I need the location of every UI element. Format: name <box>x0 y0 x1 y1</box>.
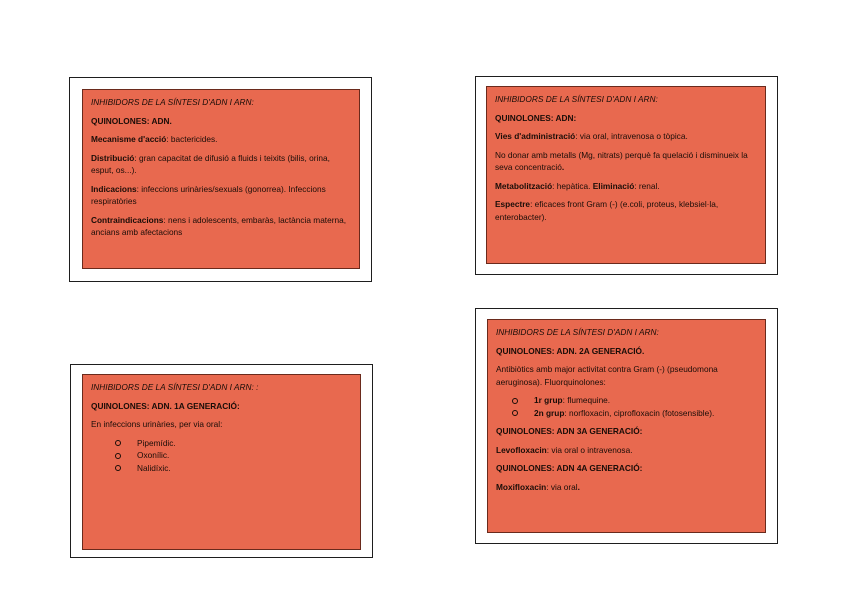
row-mecanisme <box>91 133 351 146</box>
list-item-label: 1r grup <box>534 395 563 405</box>
row-text: : bactericides. <box>166 134 218 144</box>
card-title: INHIBIDORS DE LA SÍNTESI D'ADN I ARN: <box>496 327 659 337</box>
row-label: Vies d'administració <box>495 131 576 141</box>
row-end: . <box>577 481 580 492</box>
row-label: Indicacions <box>91 183 137 194</box>
list-item <box>512 407 757 420</box>
bullet-icon <box>512 410 518 416</box>
row-metabolitzacio <box>495 180 757 193</box>
bullet-icon <box>115 465 121 471</box>
section-heading: QUINOLONES: ADN 4A GENERACIÓ: <box>496 463 643 473</box>
bullet-icon <box>115 453 121 459</box>
list-item <box>115 437 352 450</box>
card-heading: QUINOLONES: ADN: <box>495 112 577 123</box>
list-item <box>115 449 352 462</box>
list-item <box>115 462 352 475</box>
row-espectre <box>495 198 757 223</box>
bullet-list <box>115 437 352 475</box>
card-panel <box>486 86 766 264</box>
bullet-list <box>512 394 757 419</box>
list-item-text: : flumequine. <box>562 395 611 405</box>
card-panel <box>487 319 766 533</box>
card-heading: QUINOLONES: ADN. <box>91 115 172 126</box>
row-label: Moxifloxacin <box>496 481 547 492</box>
row-label: Espectre <box>495 199 531 209</box>
card-panel <box>82 374 361 550</box>
list-item-text: Pipemídic. <box>137 437 176 448</box>
card-title: INHIBIDORS DE LA SÍNTESI D'ADN I ARN: <box>91 97 254 107</box>
card-heading: QUINOLONES: ADN. 2A GENERACIÓ. <box>496 345 645 356</box>
row-levofloxacin <box>496 444 757 457</box>
row-text: : infeccions urinàries/sexuals (gonorrea). Infeccions respiratòries <box>91 183 326 206</box>
row-label: Levofloxacin <box>496 444 547 455</box>
bullet-icon <box>115 440 121 446</box>
card-quinolones-administracio <box>475 76 778 275</box>
row-label: Metabolització <box>495 180 553 191</box>
card-title: INHIBIDORS DE LA SÍNTESI D'ADN I ARN: : <box>91 382 259 392</box>
row-metalls <box>495 149 757 174</box>
row-text: : nens i adolescents, embaràs, lactància materna, ancians amb afectacions <box>91 214 347 237</box>
row-contraindicacions <box>91 214 351 239</box>
list-item <box>512 394 757 407</box>
row-distribucio <box>91 152 351 177</box>
row-vies <box>495 130 757 143</box>
row-text: : via oral <box>546 481 578 492</box>
card-panel <box>82 89 360 269</box>
card-quinolones-generacions <box>475 308 778 544</box>
row-end: . <box>561 162 565 172</box>
row-text: : eficaces front Gram (-) (e.coli, proteus, klebsiel·la, enterobacter). <box>495 199 719 222</box>
row-moxifloxacin <box>496 481 757 494</box>
row-label: Contraindicacions <box>91 214 164 225</box>
list-item-text: Oxonílic. <box>137 450 170 460</box>
card-heading: QUINOLONES: ADN. 1A GENERACIÓ: <box>91 400 240 411</box>
row-text: : renal. <box>634 180 660 191</box>
row-text: : hepàtica. <box>552 180 593 191</box>
list-item-label: 2n grup <box>534 407 565 418</box>
card-intro: Antibiòtics amb major activitat contra Gram (-) (pseudomona aeruginosa). Fluorquinolones: <box>496 364 718 387</box>
row-label: Mecanisme d'acció <box>91 134 167 144</box>
card-title: INHIBIDORS DE LA SÍNTESI D'ADN I ARN: <box>495 94 658 104</box>
row-label: Distribució <box>91 152 135 163</box>
list-item-text: Nalidíxic. <box>137 462 171 473</box>
section-heading: QUINOLONES: ADN 3A GENERACIÓ: <box>496 426 643 436</box>
row-text: : gran capacitat de difusió a fluids i teixits (bilis, orina, esput, os...). <box>91 152 330 175</box>
card-intro: En infeccions urinàries, per via oral: <box>91 419 223 429</box>
row-indicacions <box>91 183 351 208</box>
list-item-text: : norfloxacin, ciprofloxacin (fotosensible). <box>564 407 715 418</box>
row-text: No donar amb metalls (Mg, nitrats) perquè fa quelació i disminueix la seva concentració <box>495 149 748 172</box>
row-text: : via oral o intravenosa. <box>546 444 633 455</box>
card-quinolones-1a-generacio <box>70 364 373 558</box>
row-text: : via oral, intravenosa o tòpica. <box>575 131 688 141</box>
row-label: Eliminació <box>592 180 635 191</box>
bullet-icon <box>512 398 518 404</box>
card-quinolones-adn <box>69 77 372 282</box>
